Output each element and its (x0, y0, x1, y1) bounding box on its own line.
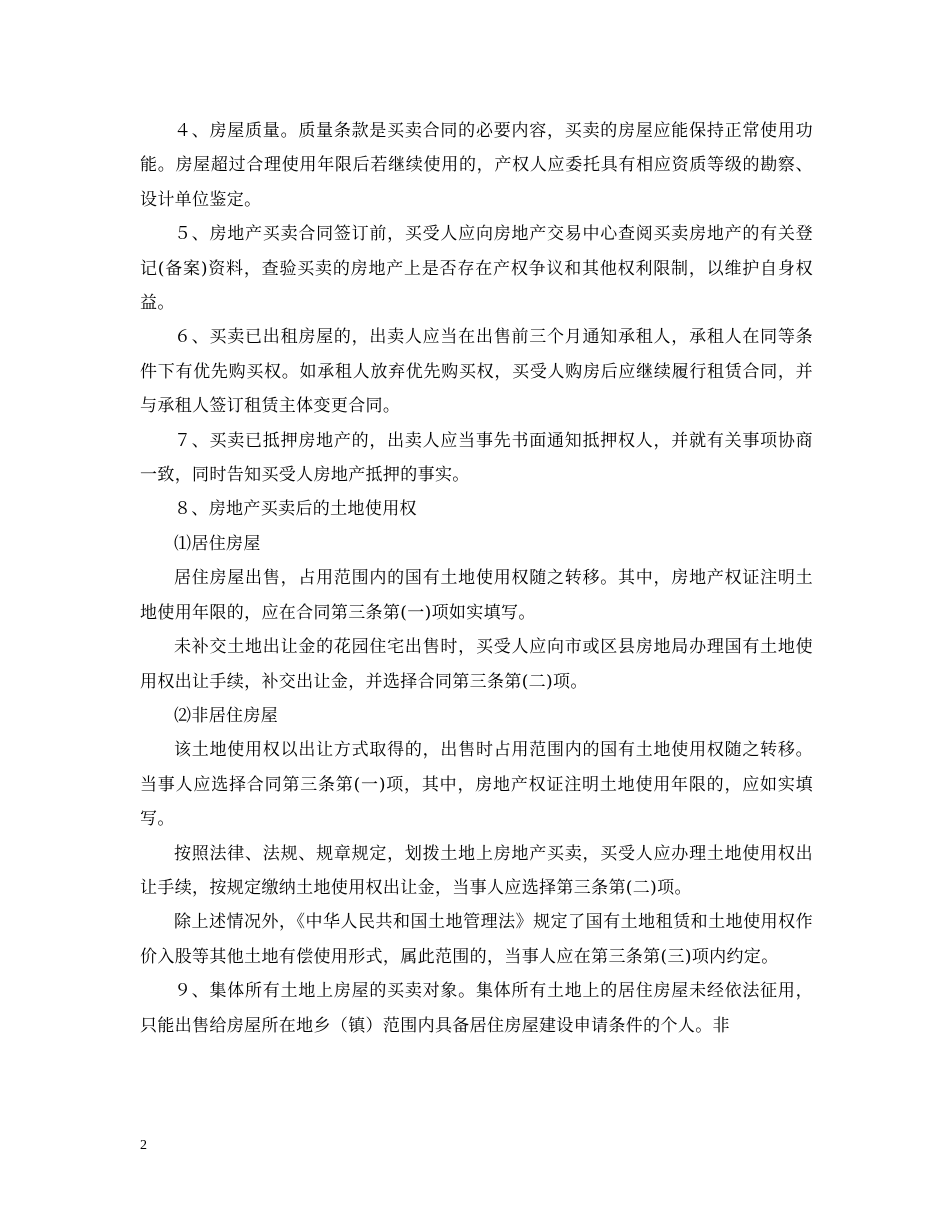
paragraph-item-7-mortgaged: ７、买卖已抵押房地产的，出卖人应当事先书面通知抵押权人，并就有关事项协商一致，同时告知买受人房地产抵押的事实。 (140, 430, 813, 486)
paragraph-item-5-registration: ５、房地产买卖合同签订前，买受人应向房地产交易中心查阅买卖房地产的有关登记(备案)资料，查验买卖的房地产上是否存在产权争议和其他权利限制，以维护自身权益。 (140, 224, 813, 314)
paragraph-residential-transfer: 居住房屋出售，占用范围内的国有土地使用权随之转移。其中，房地产权证注明土地使用年限的，应在合同第三条第(一)项如实填写。 (140, 568, 813, 623)
paragraph-allocated-land: 按照法律、法规、规章规定，划拨土地上房地产买卖，买受人应办理土地使用权出让手续，按规定缴纳土地使用权出让金，当事人应选择第三条第(二)项。 (140, 843, 813, 898)
subheading-non-residential: ⑵非居住房屋 (174, 705, 279, 726)
subheading-residential: ⑴居住房屋 (174, 533, 261, 554)
paragraph-item-9-collective-land: ９、集体所有土地上房屋的买卖对象。集体所有土地上的居住房屋未经依法征用，只能出售给房屋所在地乡（镇）范围内具备居住房屋建设申请条件的个人。非 (140, 981, 813, 1036)
page-number: 2 (140, 1138, 147, 1153)
paragraph-other-forms: 除上述情况外，《中华人民共和国土地管理法》规定了国有土地租赁和土地使用权作价入股等其他土地有偿使用形式，属此范围的，当事人应在第三条第(三)项内约定。 (140, 912, 813, 967)
paragraph-garden-house: 未补交土地出让金的花园住宅出售时，买受人应向市或区县房地局办理国有土地使用权出让手续，补交出让金，并选择合同第三条第(二)项。 (140, 637, 813, 692)
document-body (140, 114, 813, 1043)
paragraph-item-8-land-use: ８、房地产买卖后的土地使用权 (174, 499, 417, 520)
paragraph-transfer-by-grant: 该土地使用权以出让方式取得的，出售时占用范围内的国有土地使用权随之转移。当事人应选择合同第三条第(一)项，其中，房地产权证注明土地使用年限的，应如实填写。 (140, 740, 813, 830)
paragraph-item-6-leased-house: ６、买卖已出租房屋的，出卖人应当在出售前三个月通知承租人，承租人在同等条件下有优先购买权。如承租人放弃优先购买权，买受人购房后应继续履行租赁合同，并与承租人签订租赁主体变更合同。 (140, 327, 813, 417)
paragraph-item-4-quality: ４、房屋质量。质量条款是买卖合同的必要内容，买卖的房屋应能保持正常使用功能。房屋超过合理使用年限后若继续使用的，产权人应委托具有相应资质等级的勘察、设计单位鉴定。 (140, 121, 813, 210)
